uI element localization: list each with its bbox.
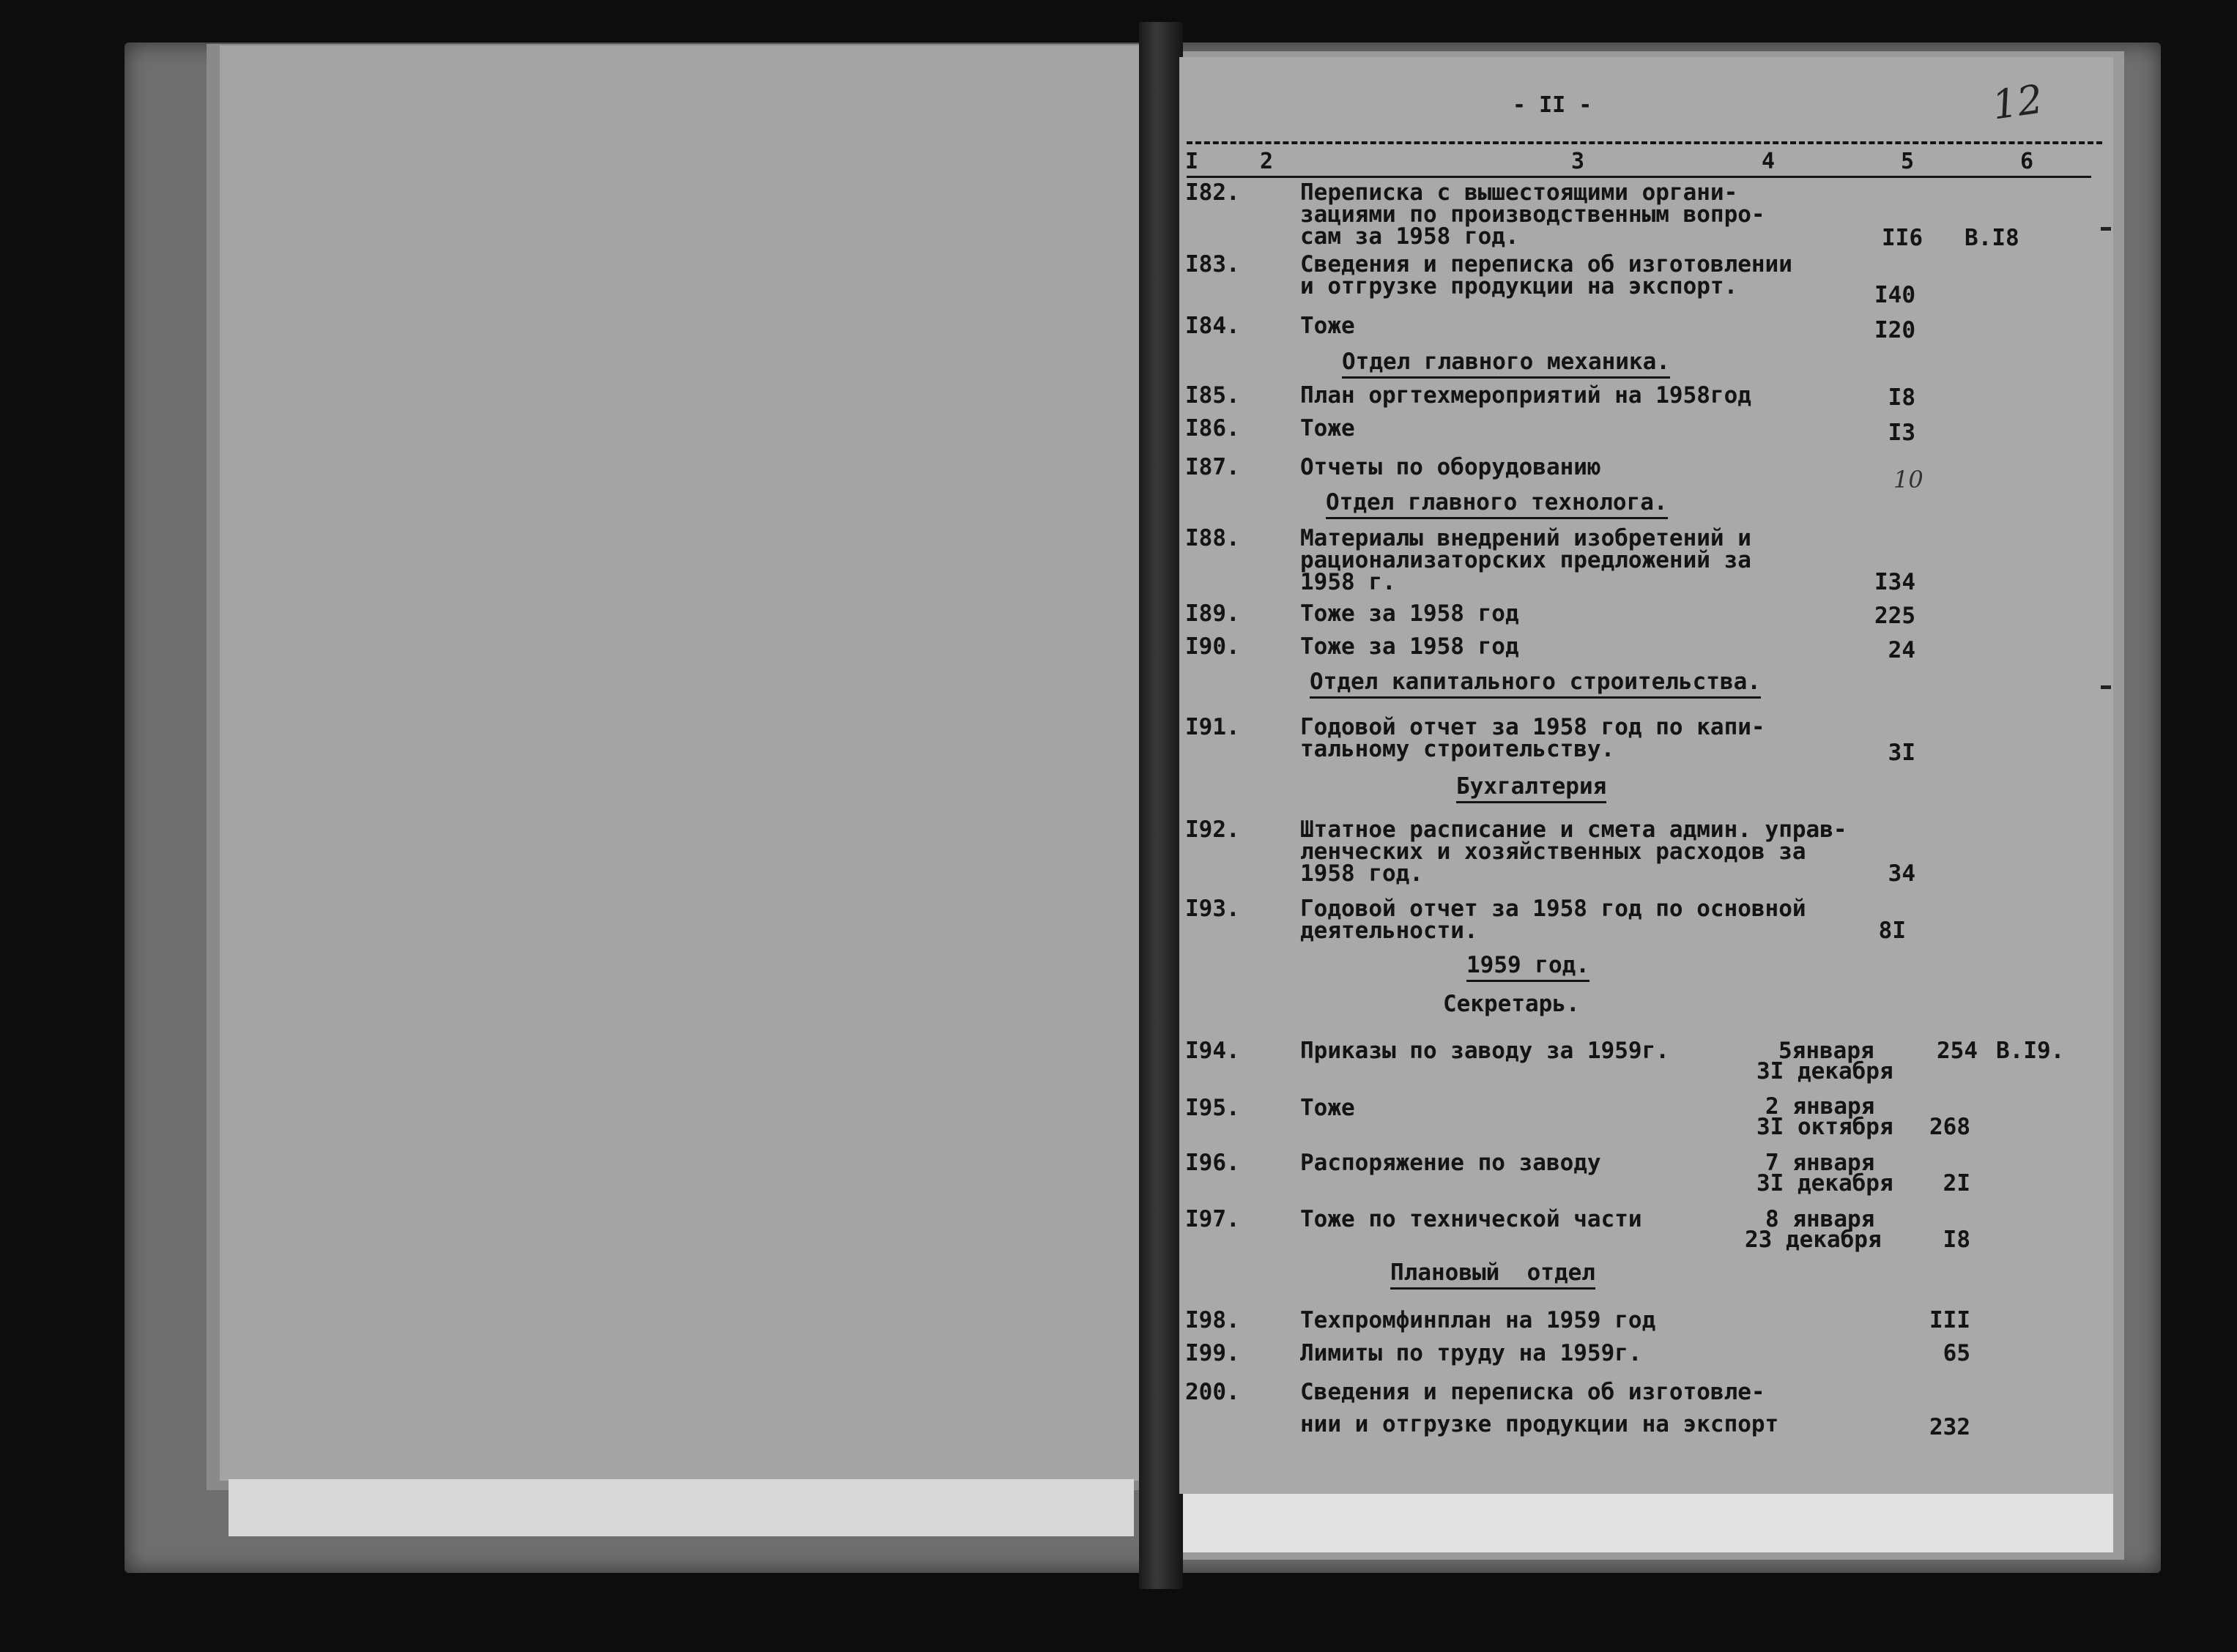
entry-title-line: Тоже за 1958 год [1300, 600, 1519, 627]
entry-sheet-count: III [1929, 1307, 1970, 1333]
entry-title-line: 1958 год. [1300, 860, 1423, 887]
header-dashed-rule [1187, 141, 2102, 144]
entry-title-line: ленческих и хозяйственных расходов за [1300, 838, 1806, 865]
entry-sheet-count: II6 [1882, 225, 1923, 251]
entry-title-line: Материалы внедрений изобретений и [1300, 525, 1751, 551]
column-header-6: 6 [2020, 149, 2034, 174]
inventory-page [1179, 57, 2113, 1494]
entry-number: I91. [1185, 714, 1240, 740]
entry-sheet-count: 65 [1943, 1340, 1970, 1366]
entry-sheet-count: 34 [1888, 860, 1915, 887]
year-heading: 1959 год. [1466, 952, 1589, 982]
column-header-2: 2 [1260, 149, 1274, 174]
column-header-3: 3 [1571, 149, 1585, 174]
entry-sheet-count-handwritten: 10 [1893, 466, 1923, 494]
entry-title-line: Годовой отчет за 1958 год по основной [1300, 896, 1806, 922]
entry-number: 200. [1185, 1379, 1240, 1405]
entry-title-line: План оргтехмероприятий на 1958год [1300, 382, 1751, 409]
entry-sheet-count: I8 [1888, 384, 1915, 411]
section-heading: Плановый отдел [1390, 1260, 1595, 1290]
column-header-4: 4 [1762, 149, 1776, 174]
column-header-1: I [1185, 149, 1199, 174]
entry-end-date: 3I декабря [1756, 1170, 1893, 1197]
entry-sheet-count: 8I [1878, 918, 1906, 944]
entry-note: В.I8 [1965, 225, 2019, 251]
left-page-edge [229, 1479, 1134, 1536]
entry-number: I88. [1185, 525, 1240, 551]
entry-title-line: деятельности. [1300, 918, 1478, 944]
entry-note: В.I9. [1996, 1038, 2065, 1064]
left-blank-page [220, 45, 1151, 1481]
margin-mark [2101, 685, 2111, 689]
page-number: - II - [1513, 92, 1592, 118]
entry-sheet-count: 225 [1874, 603, 1915, 629]
entry-sheet-count: 232 [1929, 1414, 1970, 1440]
entry-title-line: Приказы по заводу за 1959г. [1300, 1038, 1669, 1064]
entry-title-line: Техпромфинплан на 1959 год [1300, 1307, 1656, 1333]
entry-number: I95. [1185, 1095, 1240, 1121]
entry-title-line: Лимиты по труду на 1959г. [1300, 1340, 1642, 1366]
entry-title-line: зациями по производственным вопро- [1300, 201, 1765, 228]
entry-title-line: Тоже [1300, 313, 1355, 339]
entry-number: I97. [1185, 1206, 1240, 1232]
entry-end-date: 3I декабря [1756, 1058, 1893, 1084]
entry-title-line: Годовой отчет за 1958 год по капи- [1300, 714, 1765, 740]
entry-sheet-count: I3 [1888, 420, 1915, 446]
entry-start-date: 2 января [1765, 1093, 1875, 1120]
entry-end-date: 23 декабря [1745, 1227, 1882, 1253]
entry-title-line: сам за 1958 год. [1300, 223, 1519, 250]
entry-title-line: Тоже [1300, 1095, 1355, 1121]
entry-title-line: Переписка с вышестоящими органи- [1300, 179, 1738, 206]
entry-sheet-count: I40 [1874, 282, 1915, 308]
entry-number: I90. [1185, 633, 1240, 660]
entry-title-line: Сведения и переписка об изготовле- [1300, 1379, 1765, 1405]
entry-number: I99. [1185, 1340, 1240, 1366]
right-page-edge [1161, 1490, 2113, 1552]
entry-sheet-count: 2I [1943, 1170, 1970, 1197]
entry-number: I83. [1185, 251, 1240, 278]
entry-number: I93. [1185, 896, 1240, 922]
section-heading: Секретарь. [1443, 991, 1580, 1017]
book-spine [1139, 22, 1183, 1589]
column-header-5: 5 [1901, 149, 1915, 174]
entry-title-line: рационализаторских предложений за [1300, 547, 1751, 573]
entry-title-line: Штатное расписание и смета админ. управ- [1300, 816, 1847, 843]
entry-number: I86. [1185, 415, 1240, 442]
entry-title-line: Отчеты по оборудованию [1300, 454, 1601, 480]
entry-number: I82. [1185, 179, 1240, 206]
entry-title-line: Сведения и переписка об изготовлении [1300, 251, 1792, 278]
section-heading: Отдел капитального строительства. [1310, 669, 1761, 699]
entry-sheet-count: 254 [1937, 1038, 1978, 1064]
entry-start-date: 8 января [1765, 1206, 1875, 1232]
entry-title-line: 1958 г. [1300, 569, 1396, 595]
entry-title-line: Тоже [1300, 415, 1355, 442]
entry-start-date: 7 января [1765, 1150, 1875, 1176]
entry-number: I89. [1185, 600, 1240, 627]
entry-sheet-count: 24 [1888, 637, 1915, 663]
entry-number: I96. [1185, 1150, 1240, 1176]
entry-title-line: Распоряжение по заводу [1300, 1150, 1601, 1176]
margin-mark [2101, 227, 2111, 231]
entry-title-line: Тоже за 1958 год [1300, 633, 1519, 660]
entry-number: I87. [1185, 454, 1240, 480]
entry-start-date: 5января [1778, 1038, 1874, 1064]
entry-sheet-count: I20 [1874, 317, 1915, 343]
sheet-number-handwritten: 12 [1989, 75, 2046, 129]
section-heading: Отдел главного технолога. [1326, 489, 1668, 519]
section-heading: Бухгалтерия [1456, 773, 1606, 803]
entry-title-line: Тоже по технической части [1300, 1206, 1642, 1232]
entry-title-line: тальному строительству. [1300, 736, 1615, 762]
entry-sheet-count: I8 [1943, 1227, 1970, 1253]
entry-number: I94. [1185, 1038, 1240, 1064]
entry-sheet-count: 3I [1888, 740, 1915, 766]
entry-title-line: нии и отгрузке продукции на экспорт [1300, 1411, 1779, 1437]
entry-number: I85. [1185, 382, 1240, 409]
header-solid-rule [1187, 176, 2091, 178]
entry-title-line: и отгрузке продукции на экспорт. [1300, 273, 1738, 299]
entry-sheet-count: 268 [1929, 1114, 1970, 1140]
entry-number: I92. [1185, 816, 1240, 843]
entry-number: I84. [1185, 313, 1240, 339]
entry-end-date: 3I октября [1756, 1114, 1893, 1140]
entry-number: I98. [1185, 1307, 1240, 1333]
section-heading: Отдел главного механика. [1342, 349, 1670, 379]
entry-sheet-count: I34 [1874, 569, 1915, 595]
